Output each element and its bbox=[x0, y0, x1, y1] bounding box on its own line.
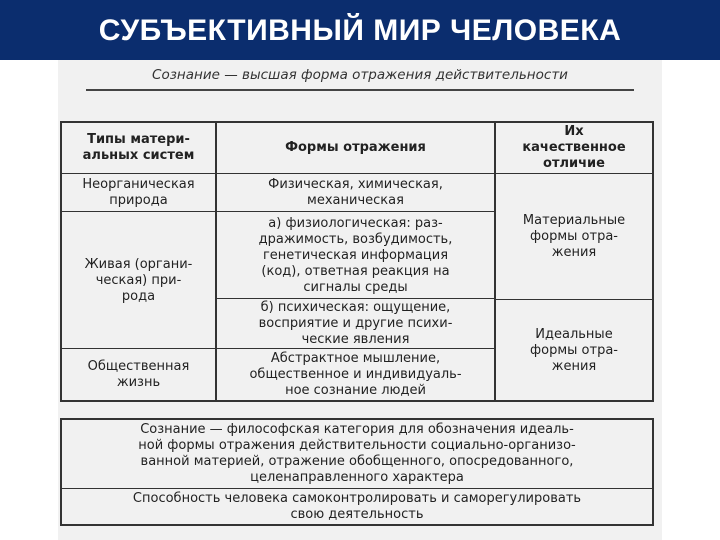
table-row-divider bbox=[60, 173, 654, 174]
table-row-divider bbox=[215, 298, 495, 299]
header-qualitative-difference: Их качественное отличие bbox=[522, 124, 626, 171]
header-material-systems: Типы матери- альных систем bbox=[82, 132, 195, 163]
cell-abstract-thinking: Абстрактное мышление, общественное и индивидуаль- ное сознание людей bbox=[249, 351, 462, 398]
definition-divider bbox=[60, 488, 654, 489]
cell-physical-reflection: Физическая, химическая, механическая bbox=[268, 177, 443, 208]
table-subtitle: Сознание — высшая форма отражения действительности bbox=[152, 67, 568, 83]
table-row-divider bbox=[495, 299, 654, 300]
cell-living-nature: Живая (органи- ческая) при- рода bbox=[84, 256, 193, 304]
table-row-divider bbox=[60, 348, 495, 349]
consciousness-definition: Сознание — философская категория для обозначения идеаль- ной формы отражения действительности социально-организо- ванной материей, отражение обобщенного, опосредованного, целенаправленного характера bbox=[138, 422, 576, 485]
self-control-ability: Способность человека самоконтролировать и саморегулировать свою деятельность bbox=[132, 491, 582, 522]
cell-inorganic-nature: Неорганическая природа bbox=[82, 177, 195, 208]
table-row-divider bbox=[60, 211, 495, 212]
subtitle-underline bbox=[86, 89, 634, 91]
cell-social-life: Общественная жизнь bbox=[87, 359, 190, 390]
cell-psychic-reflection: б) психическая: ощущение, восприятие и другие психи- ческие явления bbox=[258, 300, 453, 347]
header-reflection-forms: Формы отражения bbox=[285, 140, 426, 155]
cell-ideal-forms: Идеальные формы отра- жения bbox=[530, 326, 618, 374]
cell-physiological-reflection: а) физиологическая: раз- дражимость, возбудимость, генетическая информация (код), ответная реакция на сигналы среды bbox=[258, 215, 453, 295]
cell-material-forms: Материальные формы отра- жения bbox=[522, 213, 626, 260]
slide-title: СУБЪЕКТИВНЫЙ МИР ЧЕЛОВЕКА bbox=[98, 14, 622, 47]
